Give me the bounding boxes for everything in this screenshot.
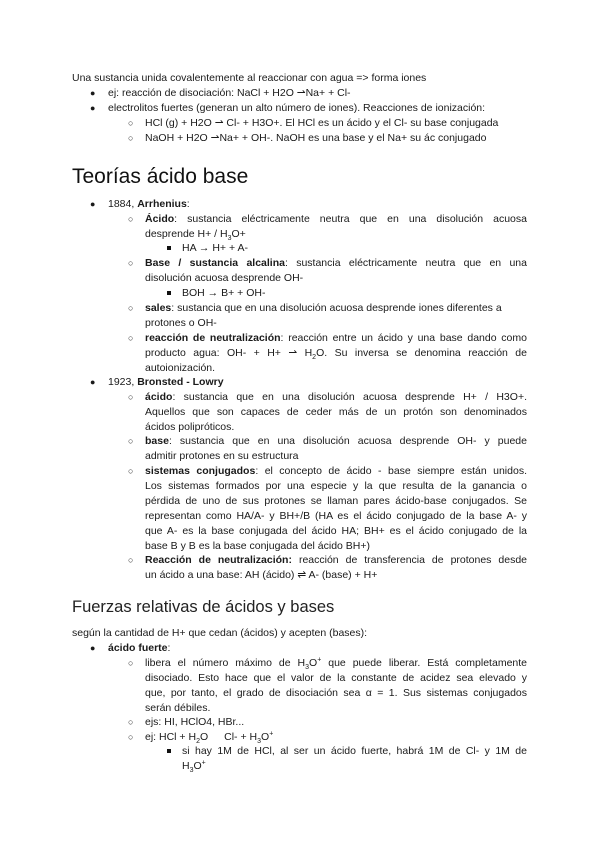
arrhenius-neut-line1: reacción de neutralización: reacción entre un ácido y una base dando como [145,332,527,344]
bronsted-sist-line4: representan como HA/A- y BH+/B (HA es el ácido conjugado de la base A- y [145,510,527,522]
fuerte-libera-line3: que, por tanto, el grado de disociación sea α = 1. Sus sistemas conjugados [145,687,527,699]
bronsted-sist-line1: sistemas conjugados: el concepto de ácido - base siempre están unidos. [145,465,527,477]
arrhenius-sales-line2: protones o OH- [145,317,217,329]
bullet-dot: ● [90,643,96,653]
bullet-circle: ○ [128,658,134,668]
bullet-circle: ○ [128,732,134,742]
bullet-circle: ○ [128,258,134,268]
arrhenius-base-eq: BOH → B+ + OH- [182,287,266,299]
bronsted-base-line1: base: sustancia que en una disolución acuosa desprende OH- y puede [145,435,527,447]
bronsted-acido-line2: Aquellos que son capaces de ceder más de un protón son denominados [145,406,527,418]
bronsted-item: 1923, Bronsted - Lowry [108,376,224,388]
heading-teorias: Teorías ácido base [72,165,249,188]
arrhenius-base-line1: Base / sustancia alcalina: sustancia eléctricamente neutra que en una [145,257,527,269]
bullet-square [167,246,171,250]
bullet-square [167,749,171,753]
intro-item-2: electrolitos fuertes (generan un alto número de iones). Reacciones de ionización: [108,102,486,114]
fuerte-libera-line1: libera el número máximo de $H_3O^+$ que puede liberar. Está completamente [145,656,527,672]
bronsted-sist-line6: base B y B es la base conjugada del ácido BH+) [145,540,371,552]
fuerte-libera-line4: serán débiles. [145,702,211,714]
bronsted-reac-line2: un ácido a una base: AH (ácido) ⇌ A- (base) + H+ [145,569,378,581]
intro-item-1: ej: reacción de disociación: NaCl + H2O ⇀Na+ + Cl- [108,87,351,99]
fuerte-ejemplos: ejs: HI, HClO4, HBr... [145,716,245,728]
bullet-circle: ○ [128,436,134,446]
arrhenius-neut-line3: autoionización. [145,362,216,374]
fuerzas-intro: según la cantidad de H+ que cedan (ácidos) y acepten (bases): [72,627,368,639]
bronsted-sist-line2: Los sistemas formados por una especie y la que resulta de la ganancia o [145,480,527,492]
arrhenius-base-line2: disolución acuosa desprende OH- [145,272,304,284]
bullet-square [167,291,171,295]
bullet-dot: ● [90,199,96,209]
arrhenius-sales-line1: sales: sustancia que en una disolución acuosa desprende iones diferentes a [145,302,502,314]
acido-fuerte-item: ácido fuerte: [108,642,171,654]
bronsted-sist-line3: pérdida de uno de sus protones se llaman pares ácido-base conjugados. Se [145,495,527,507]
bullet-circle: ○ [128,133,134,143]
arrhenius-acido-line2: desprende $H+ / H_3O+$ [145,228,246,243]
intro-line: Una sustancia unida covalentemente al reaccionar con agua => forma iones [72,72,427,84]
fuerte-si-line1: si hay 1M de HCl, al ser un ácido fuerte, habrá 1M de Cl- y 1M de [182,745,527,757]
bullet-circle: ○ [128,555,134,565]
bronsted-base-line2: admitir protones en su estructura [145,450,299,462]
bullet-dot: ● [90,103,96,113]
bullet-circle: ○ [128,466,134,476]
bullet-circle: ○ [128,214,134,224]
bullet-circle: ○ [128,717,134,727]
bullet-dot: ● [90,377,96,387]
bronsted-sist-line5: que A- es la base conjugada del ácido HA; BH+ es el ácido conjugado de la [145,525,527,537]
fuerte-ejemplo-eq: ej: HCl + $H_2O$ $Cl- + H_3O^+$ [145,730,274,746]
bullet-circle: ○ [128,118,134,128]
intro-subitem-2: NaOH + H2O ⇀Na+ + OH-. NaOH es una base y el Na+ su ác conjugado [145,132,487,144]
heading-fuerzas: Fuerzas relativas de ácidos y bases [72,598,335,616]
bullet-dot: ● [90,88,96,98]
bullet-circle: ○ [128,333,134,343]
arrhenius-item: 1884, Arrhenius: [108,198,190,210]
fuerte-si-line2: $H_3O^+$ [182,759,206,775]
arrhenius-acido-eq: HA → H+ + A- [182,242,248,254]
bronsted-acido-line3: ácidos polipróticos. [145,421,235,433]
intro-subitem-1: HCl (g) + H2O ⇀ Cl- + H3O+. El HCl es un ácido y el Cl- su base conjugada [145,117,499,129]
fuerte-libera-line2: disociado. Esto hace que el valor de la constante de acidez sea elevado y [145,672,527,684]
bullet-circle: ○ [128,392,134,402]
arrhenius-acido-line1: Ácido: sustancia eléctricamente neutra que en una disolución acuosa [145,213,527,225]
arrhenius-neut-line2: producto agua: OH- + H+ ⇀ $H_2O$. Su inversa se denomina reacción de [145,347,527,362]
bronsted-reac-line1: Reacción de neutralización: reacción de transferencia de protones desde [145,554,528,566]
bronsted-acido-line1: ácido: sustancia que en una disolución acuosa desprende H+ / H3O+. [145,391,527,403]
bullet-circle: ○ [128,303,134,313]
